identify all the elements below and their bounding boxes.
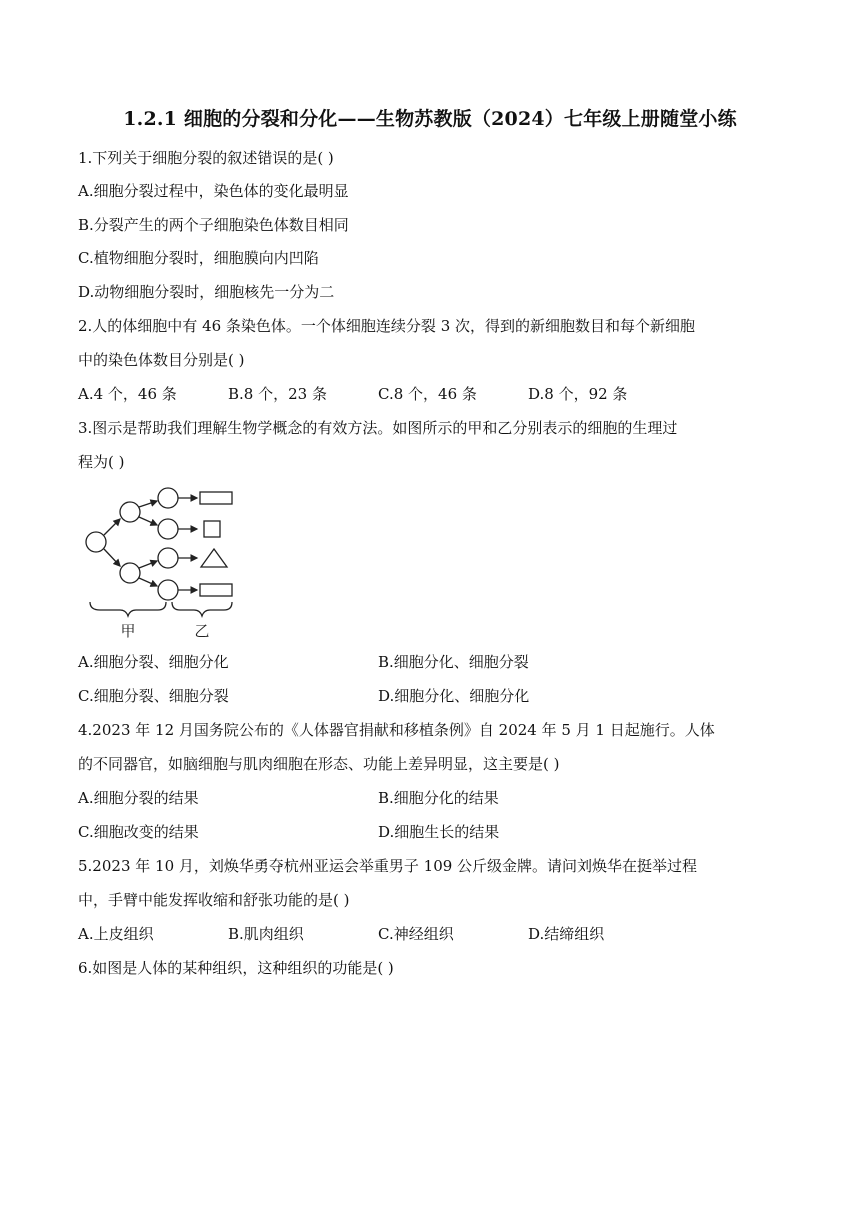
question-3-option-b: B.细胞分化、细胞分裂 <box>378 653 529 671</box>
question-4-option-a: A.细胞分裂的结果 <box>78 789 199 807</box>
question-2-stem-line-2: 中的染色体数目分别是( ) <box>78 351 245 369</box>
question-3-stem-line-2: 程为( ) <box>78 453 125 471</box>
question-5-stem-line-1: 5.2023 年 10 月，刘焕华勇夺杭州亚运会举重男子 109 公斤级金牌。请问刘焕华在挺举过程 <box>78 857 698 875</box>
question-5-stem-line-2: 中，手臂中能发挥收缩和舒张功能的是( ) <box>78 891 350 909</box>
document-title: 1.2.1 细胞的分裂和分化——生物苏教版（2024）七年级上册随堂小练 <box>123 108 737 130</box>
question-5-option-d: D.结缔组织 <box>528 925 605 943</box>
question-5-option-c: C.神经组织 <box>378 925 454 943</box>
cell-1-circle <box>158 488 178 508</box>
question-2-option-c: C.8 个，46 条 <box>378 385 477 403</box>
question-4-option-b: B.细胞分化的结果 <box>378 789 499 807</box>
question-3-option-d: D.细胞分化、细胞分化 <box>378 687 530 705</box>
question-4-stem-line-1: 4.2023 年 12 月国务院公布的《人体器官捐献和移植条例》自 2024 年 5 月 1 日起施行。人体 <box>78 721 715 739</box>
question-2-stem-line-1: 2.人的体细胞中有 46 条染色体。一个体细胞连续分裂 3 次，得到的新细胞数目和每个新细胞 <box>78 317 696 335</box>
triangle-cell-shape <box>201 549 227 567</box>
brace-yi <box>172 602 232 616</box>
cell-process-diagram <box>80 484 240 644</box>
question-2-option-a: A.4 个，46 条 <box>78 385 177 403</box>
question-1-option-b: B.分裂产生的两个子细胞染色体数目相同 <box>78 216 349 234</box>
question-4-option-d: D.细胞生长的结果 <box>378 823 500 841</box>
cell-4-circle <box>158 580 178 600</box>
long-rectangle-cell-shape-2 <box>200 584 232 596</box>
question-6-stem: 6.如图是人体的某种组织，这种组织的功能是( ) <box>78 959 394 977</box>
question-5-option-b: B.肌肉组织 <box>228 925 304 943</box>
question-1-option-a: A.细胞分裂过程中，染色体的变化最明显 <box>78 182 349 200</box>
question-1-stem: 1.下列关于细胞分裂的叙述错误的是( ) <box>78 149 334 167</box>
daughter-cell-bottom-circle <box>120 563 140 583</box>
cell-2-circle <box>158 519 178 539</box>
square-cell-shape <box>204 521 220 537</box>
daughter-cell-top-circle <box>120 502 140 522</box>
question-5-option-a: A.上皮组织 <box>78 925 154 943</box>
cell-3-circle <box>158 548 178 568</box>
label-yi: 乙 <box>194 622 210 640</box>
label-jia: 甲 <box>120 622 136 640</box>
question-2-option-d: D.8 个，92 条 <box>528 385 628 403</box>
question-3-option-a: A.细胞分裂、细胞分化 <box>78 653 229 671</box>
question-2-option-b: B.8 个，23 条 <box>228 385 327 403</box>
question-1-option-d: D.动物细胞分裂时，细胞核先一分为二 <box>78 283 335 301</box>
mother-cell-circle <box>86 532 106 552</box>
question-1-option-c: C.植物细胞分裂时，细胞膜向内凹陷 <box>78 249 319 267</box>
brace-jia <box>90 602 166 616</box>
question-3-option-c: C.细胞分裂、细胞分裂 <box>78 687 229 705</box>
question-4-stem-line-2: 的不同器官，如脑细胞与肌肉细胞在形态、功能上差异明显，这主要是( ) <box>78 755 560 773</box>
question-3-stem-line-1: 3.图示是帮助我们理解生物学概念的有效方法。如图所示的甲和乙分别表示的细胞的生理过 <box>78 419 678 437</box>
long-rectangle-cell-shape <box>200 492 232 504</box>
question-4-option-c: C.细胞改变的结果 <box>78 823 199 841</box>
